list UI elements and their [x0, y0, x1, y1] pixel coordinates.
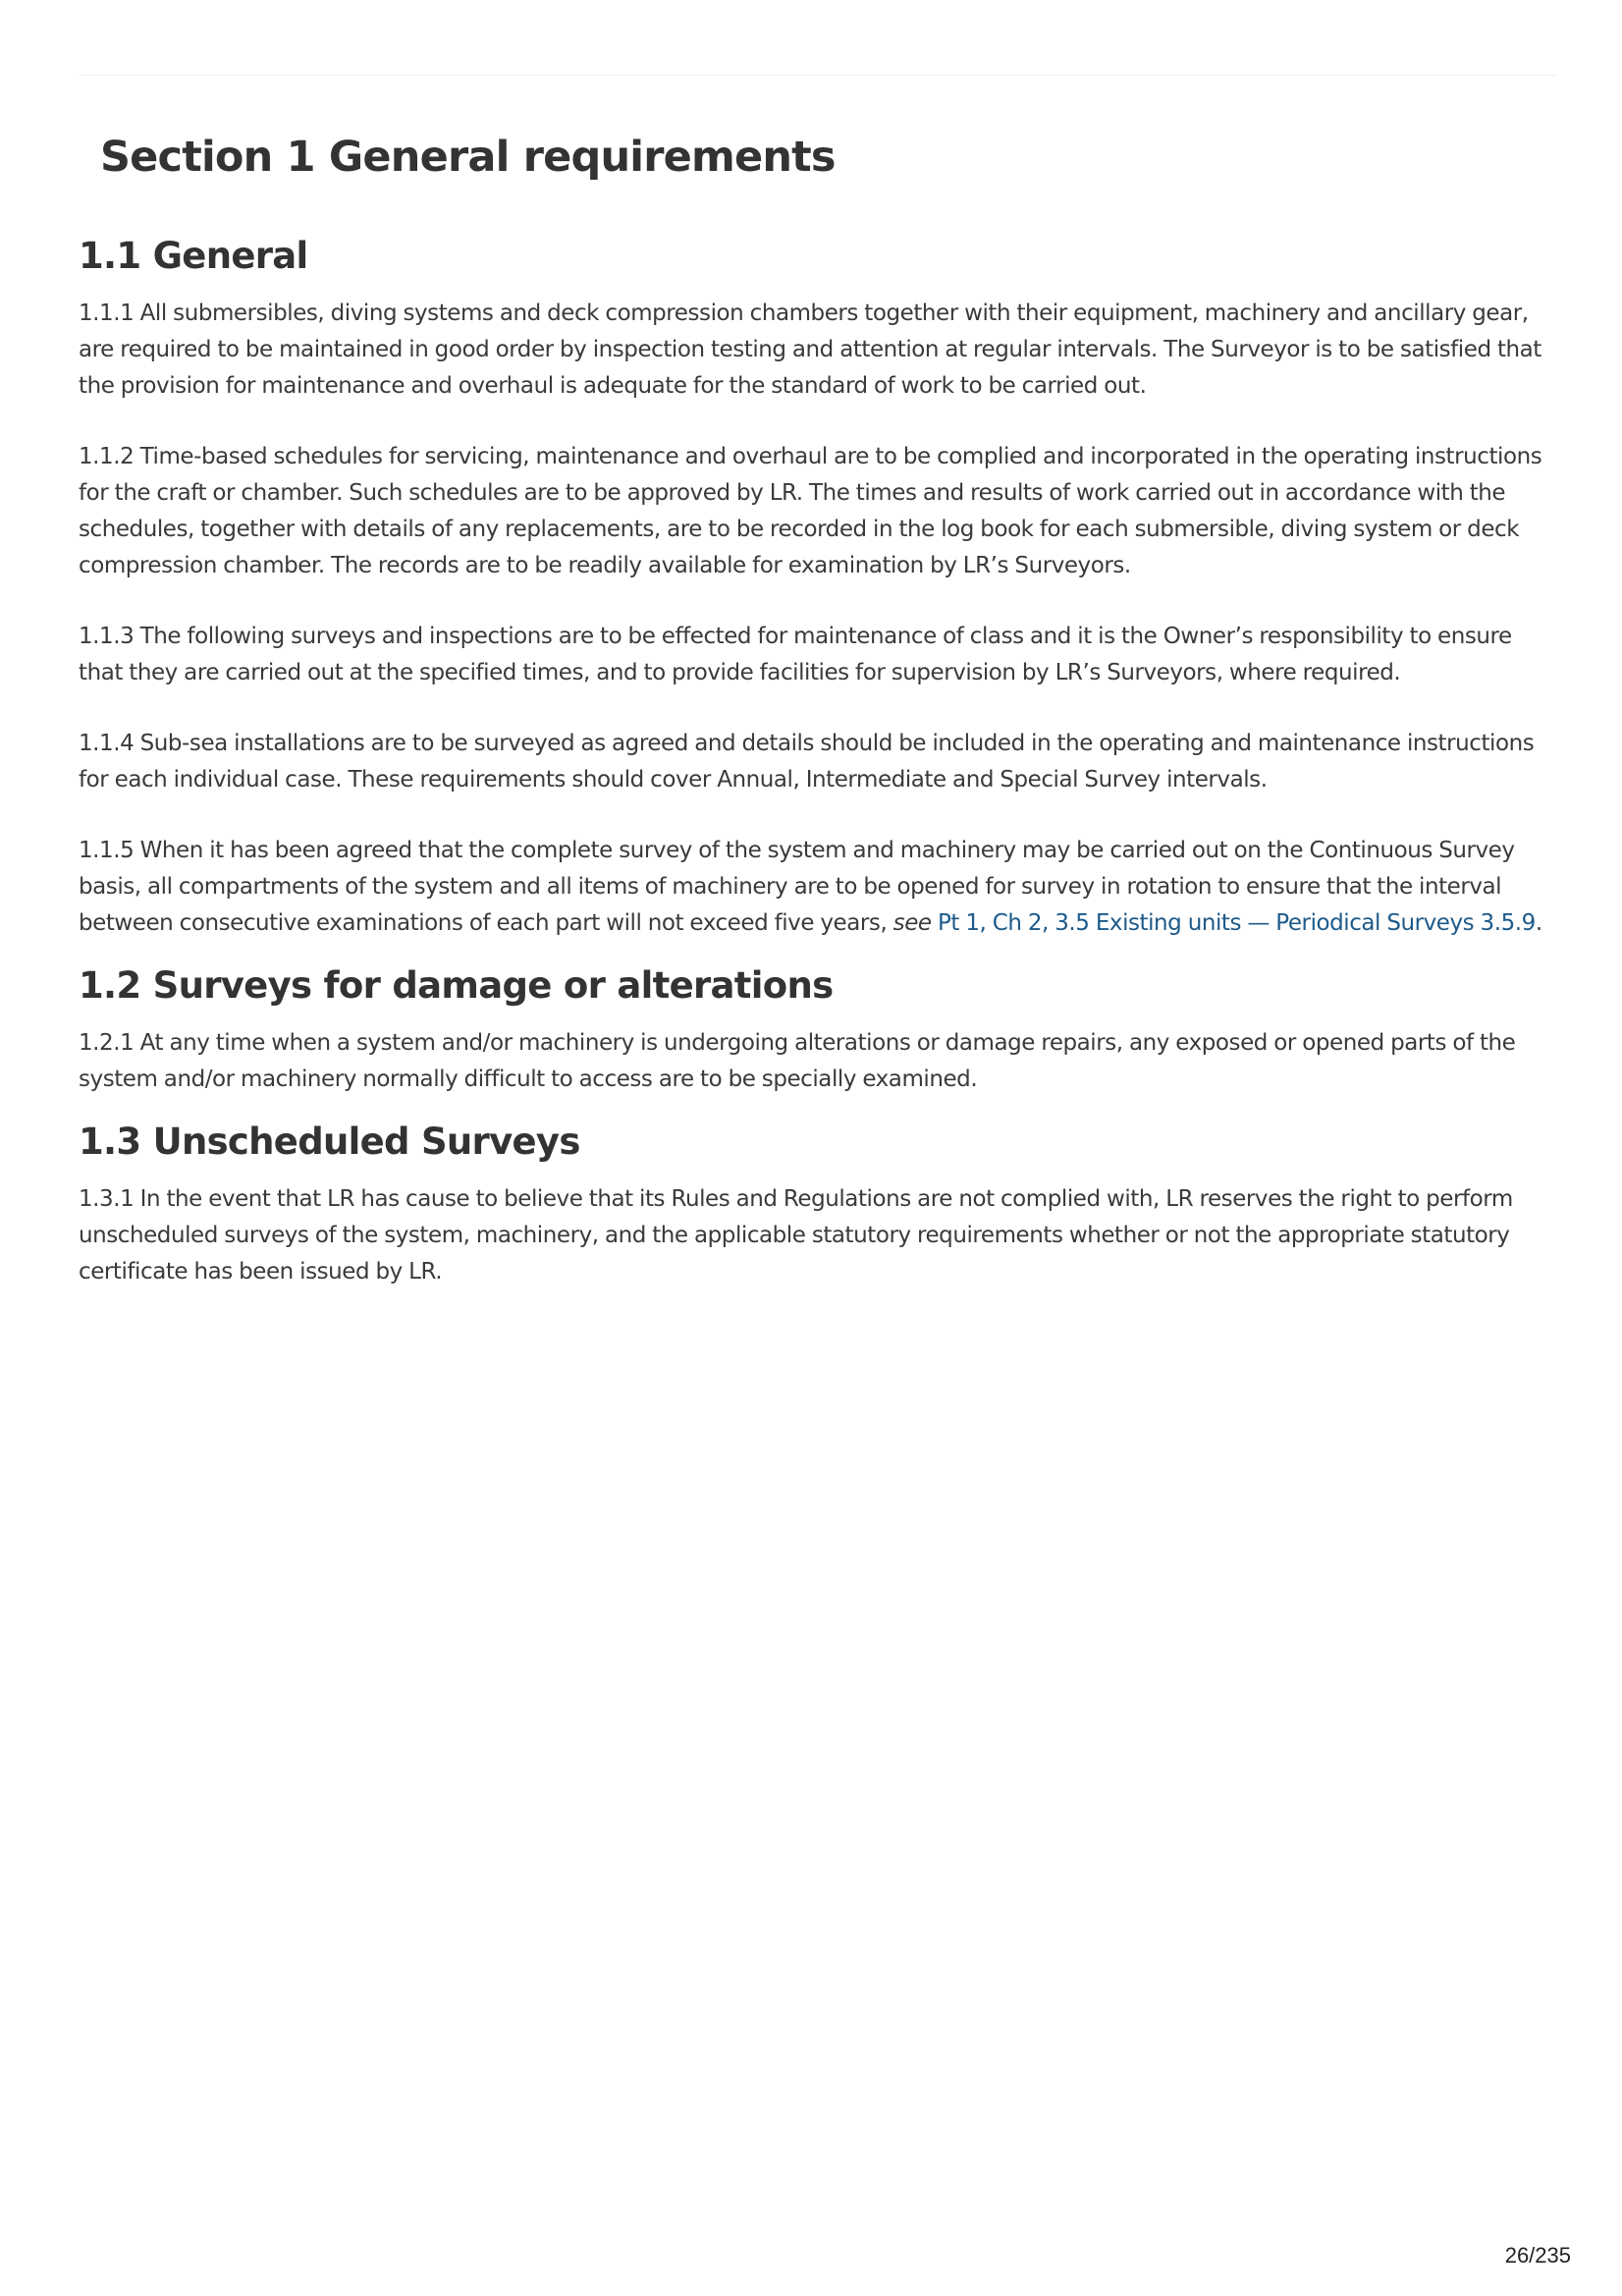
page-number: 26/235 — [1504, 2243, 1571, 2268]
header-divider — [79, 75, 1556, 76]
paragraph-1-3-1: 1.3.1 In the event that LR has cause to believe that its Rules and Regulations are not complied with, LR reserves the right to perform unscheduled surveys of the system, machinery, and the applicable statutory requirements whether or not the appropriate statutory certificate has been issued by LR. — [79, 1186, 1513, 1285]
section-title: Section 1 General requirements — [100, 133, 836, 182]
paragraph-1-1-5 — [79, 833, 1556, 942]
document-content — [79, 126, 1556, 1290]
paragraph-1-1-5-text: 1.1.5 When it has been agreed that the complete survey of the system and machinery may be carried out on the Continuous Survey basis, all compartments of the system and all items of machinery are to be opened for survey in rotation to ensure that the interval between consecutive examinations of each part will not exceed five years, — [79, 838, 1515, 936]
subsection-heading-1-1: 1.1 General — [79, 235, 308, 277]
paragraph-1-1-1: 1.1.1 All submersibles, diving systems and deck compression chambers together with their equipment, machinery and ancillary gear, are required to be maintained in good order by inspection testing and attention at regular intervals. The Surveyor is to be satisfied that the provision for maintenance and overhaul is adequate for the standard of work to be carried out. — [79, 301, 1541, 399]
paragraph-1-1-4: 1.1.4 Sub-sea installations are to be surveyed as agreed and details should be included in the operating and maintenance instructions for each individual case. These requirements should cover Annual, Intermediate and Special Survey intervals. — [79, 731, 1535, 793]
paragraph-1-1-2: 1.1.2 Time-based schedules for servicing, maintenance and overhaul are to be complied and incorporated in the operating instructions for the craft or chamber. Such schedules are to be approved by LR. The times and results of work carried out in accordance with the schedules, together with details of any replacements, are to be recorded in the log book for each submersible, diving system or deck compression chamber. The records are to be readily available for examination by LR’s Surveyors. — [79, 444, 1542, 578]
cross-reference-link[interactable]: Pt 1, Ch 2, 3.5 Existing units — Periodical Surveys 3.5.9 — [937, 910, 1536, 936]
paragraph-1-2-1: 1.2.1 At any time when a system and/or machinery is undergoing alterations or damage repairs, any exposed or opened parts of the system and/or machinery normally difficult to access are to be specially examined. — [79, 1030, 1516, 1092]
subsection-heading-1-2: 1.2 Surveys for damage or alterations — [79, 964, 834, 1007]
subsection-heading-1-3: 1.3 Unscheduled Surveys — [79, 1121, 580, 1163]
paragraph-1-1-5-end: . — [1535, 910, 1542, 936]
see-reference-label: see — [892, 910, 932, 936]
paragraph-1-1-3: 1.1.3 The following surveys and inspections are to be effected for maintenance of class and it is the Owner’s responsibility to ensure that they are carried out at the specified times, and to provide facilities for supervision by LR’s Surveyors, where required. — [79, 624, 1512, 685]
